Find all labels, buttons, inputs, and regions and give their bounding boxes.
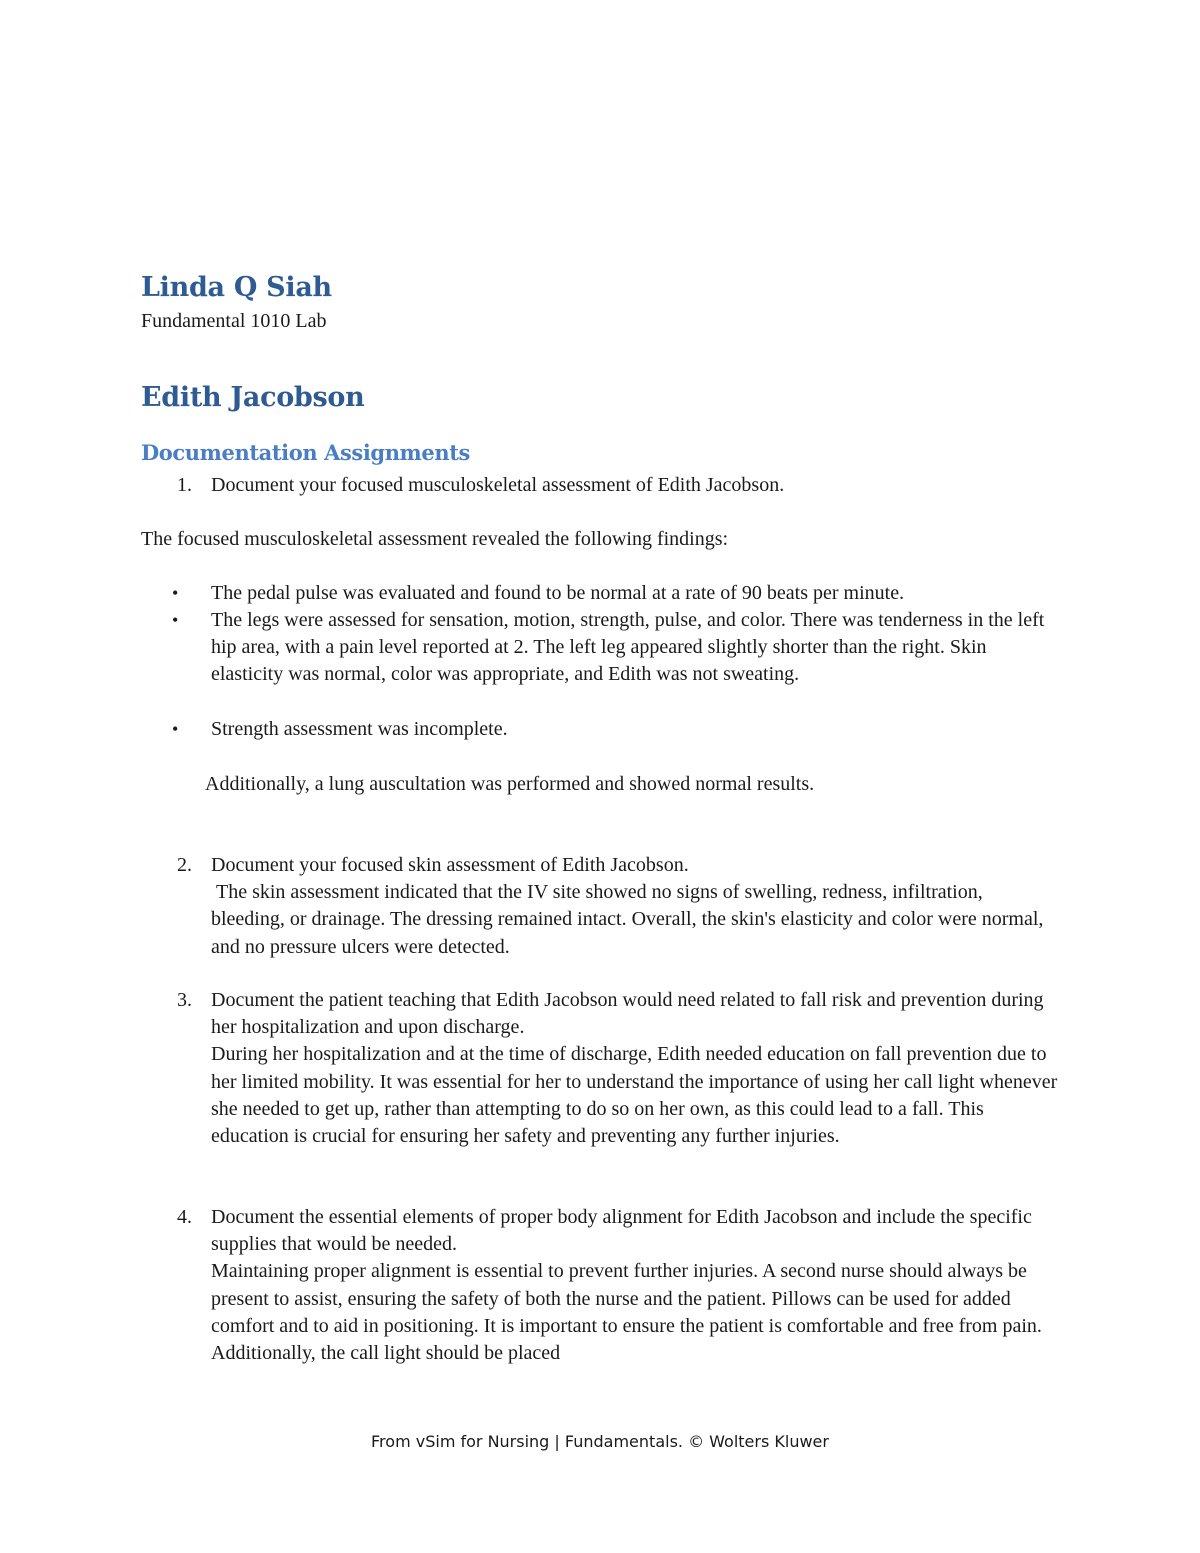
item-prompt: Document your focused skin assessment of Edith Jacobson. (211, 854, 689, 876)
item-block (211, 1204, 1061, 1367)
author-name: Linda Q Siah (141, 272, 332, 303)
finding-item: The pedal pulse was evaluated and found to be normal at a rate of 90 beats per minute. (211, 582, 905, 604)
item-answer: During her hospitalization and at the time of discharge, Edith needed education on fall prevention due to her limited mobility. It was essential for her to understand the importance of using her call light whenever she needed to get up, rather than attempting to do so on her own, as this could lead to a fall. This education is crucial for ensuring her safety and preventing any further injuries. (211, 1043, 1058, 1148)
msk-intro: The focused musculoskeletal assessment revealed the following findings: (141, 528, 729, 550)
item-number: 4. (177, 1206, 192, 1228)
item-number: 1. (177, 474, 192, 496)
bullet-glyph: • (172, 719, 179, 739)
item-block (211, 987, 1061, 1150)
item-answer: Maintaining proper alignment is essential to prevent further injuries. A second nurse should always be present to assist, ensuring the safety of both the nurse and the patient. Pillows can be used for added comfort and to aid in positioning. It is important to ensure the patient is comfortable and free from pain. Additionally, the call light should be placed (211, 1260, 1042, 1365)
item-number: 3. (177, 989, 192, 1011)
msk-additional: Additionally, a lung auscultation was performed and showed normal results. (205, 773, 815, 795)
bullet-glyph: • (172, 610, 179, 630)
section-title: Documentation Assignments (141, 440, 470, 465)
item-block (211, 852, 1051, 961)
item-prompt: Document the essential elements of proper body alignment for Edith Jacobson and include the specific supplies that would be needed. (211, 1206, 1032, 1256)
item-answer: The skin assessment indicated that the IV site showed no signs of swelling, redness, infiltration, bleeding, or drainage. The dressing remained intact. Overall, the skin's elasticity and color were normal, and no pressure ulcers were detected. (211, 881, 1049, 958)
finding-item: Strength assessment was incomplete. (211, 718, 508, 740)
patient-name: Edith Jacobson (141, 382, 365, 413)
item-number: 2. (177, 854, 192, 876)
item-prompt: Document the patient teaching that Edith Jacobson would need related to fall risk and prevention during her hospitalization and upon discharge. (211, 989, 1044, 1039)
bullet-glyph: • (172, 583, 179, 603)
finding-item: The legs were assessed for sensation, motion, strength, pulse, and color. There was tenderness in the left hip area, with a pain level reported at 2. The left leg appeared slightly shorter than the right. Skin elasticity was normal, color was appropriate, and Edith was not sweating. (211, 609, 1045, 686)
item-prompt: Document your focused musculoskeletal assessment of Edith Jacobson. (211, 474, 785, 496)
page-footer: From vSim for Nursing | Fundamentals. © Wolters Kluwer (371, 1432, 829, 1451)
course-name: Fundamental 1010 Lab (141, 310, 327, 332)
